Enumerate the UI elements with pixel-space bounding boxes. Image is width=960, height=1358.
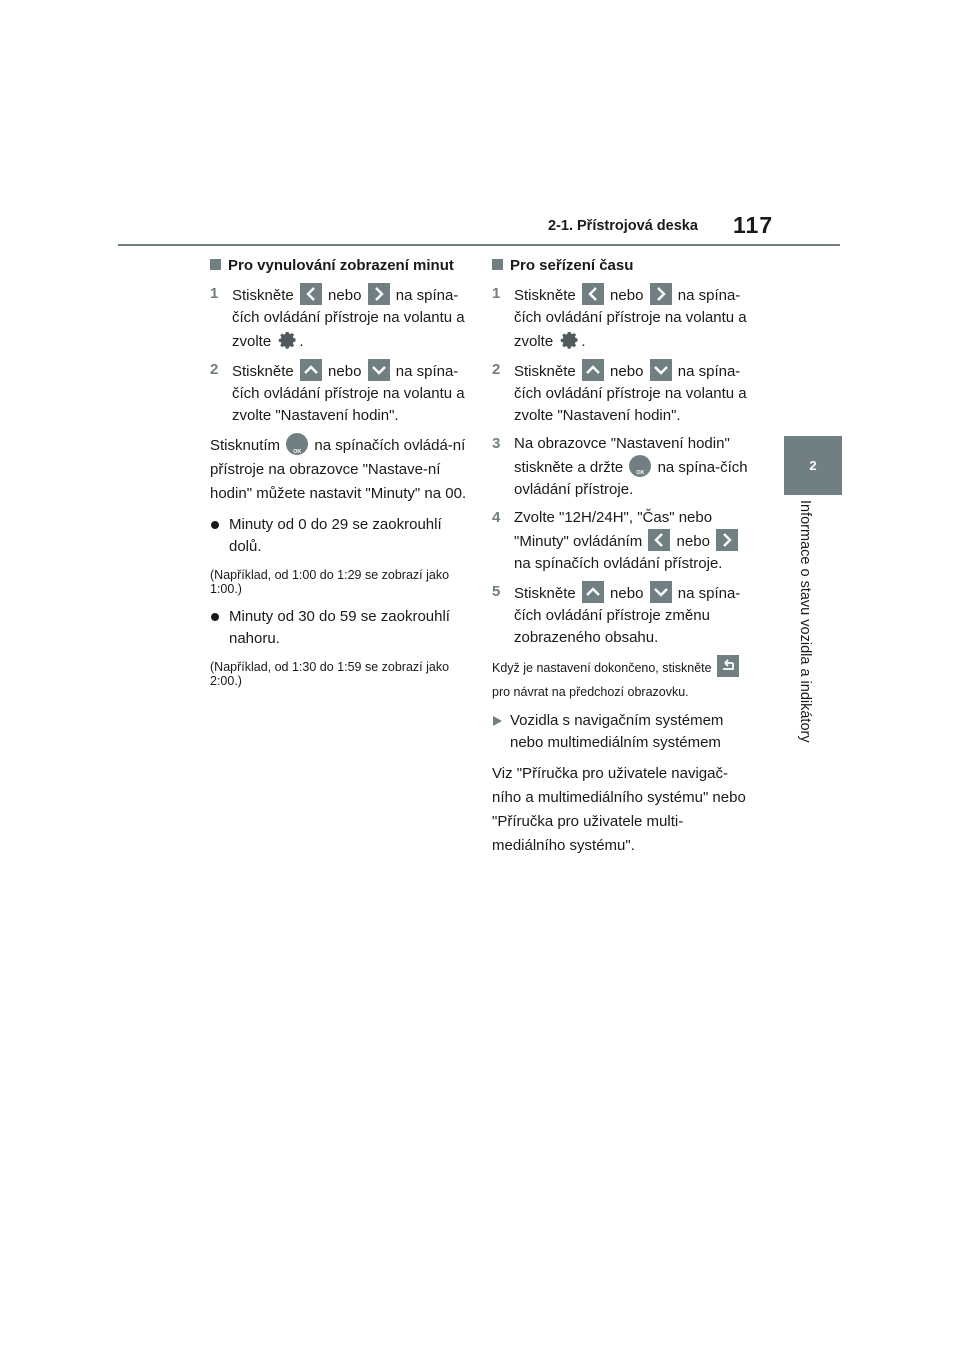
ok-button-icon: OK	[286, 433, 308, 455]
ok-button-icon: OK	[629, 455, 651, 477]
chevron-right-icon	[368, 283, 390, 305]
chapter-tab	[784, 436, 842, 495]
chevron-down-icon	[368, 359, 390, 381]
chevron-right-icon	[650, 283, 672, 305]
step-2: 2 Stiskněte nebo na spína-čích ovládání přístroje na volantu a zvolte "Nastavení hodin".	[492, 361, 747, 424]
back-arrow-icon	[717, 655, 739, 677]
note-back: Když je nastavení dokončeno, stiskněte pro návrat na předchozí obrazovku.	[492, 655, 754, 704]
vehicles-with-navigation: Vozidla s navigačním systémem nebo multimediálním systémem	[492, 710, 754, 754]
note-round-down: (Například, od 1:00 do 1:29 se zobrazí jako 1:00.)	[210, 568, 450, 596]
step-4: 4 Zvolte "12H/24H", "Čas" nebo "Minuty" ovládáním nebo na spínačích ovládání přístroje.	[492, 507, 754, 575]
page-header	[0, 0, 960, 250]
bullet-round-down: Minuty od 0 do 29 se zaokrouhlí dolů.	[210, 514, 468, 558]
bullet-dot-icon	[211, 613, 219, 621]
step-1: 1 Stiskněte nebo na spína-čích ovládání přístroje na volantu a zvolte .	[210, 285, 465, 350]
paragraph-reference: Viz "Příručka pro uživatele navigač-ního a multimediálního systému" nebo "Příručka pro uživatele multi-mediálního systému".	[492, 765, 746, 854]
chevron-left-icon	[648, 529, 670, 551]
chevron-down-icon	[650, 359, 672, 381]
chevron-up-icon	[582, 359, 604, 381]
chapter-number: 2	[809, 458, 817, 473]
right-column	[492, 252, 754, 864]
note-round-up: (Například, od 1:30 do 1:59 se zobrazí jako 2:00.)	[210, 660, 450, 688]
chevron-left-icon	[300, 283, 322, 305]
paragraph-ok: Stisknutím OK na spínačích ovládá-ní přístroje na obrazovce "Nastave-ní hodin" můžete nastavit "Minuty" na 00.	[210, 433, 468, 506]
chevron-up-icon	[300, 359, 322, 381]
heading-set-time: Pro seřízení času	[492, 255, 754, 277]
header-rule	[118, 244, 840, 246]
square-bullet-icon	[210, 259, 221, 270]
bullet-dot-icon	[211, 521, 219, 529]
gear-icon	[276, 329, 298, 351]
chapter-title: Informace o stavu vozidla a indikátory	[797, 500, 813, 743]
chevron-up-icon	[582, 581, 604, 603]
square-bullet-icon	[492, 259, 503, 270]
page-number: 117	[733, 212, 774, 238]
chevron-right-icon	[716, 529, 738, 551]
section-title: 2-1. Přístrojová deska	[548, 218, 698, 234]
chapter-caption	[797, 500, 823, 770]
chevron-down-icon	[650, 581, 672, 603]
gear-icon	[558, 329, 580, 351]
bullet-round-up: Minuty od 30 do 59 se zaokrouhlí nahoru.	[210, 606, 468, 650]
step-5: 5 Stiskněte nebo na spína-čích ovládání přístroje změnu zobrazeného obsahu.	[492, 583, 741, 646]
left-column	[210, 252, 468, 698]
step-1: 1 Stiskněte nebo na spína-čích ovládání přístroje na volantu a zvolte .	[492, 285, 747, 350]
step-3: 3 Na obrazovce "Nastavení hodin" stiskněte a držte OK na spína-čích ovládání přístroje.	[492, 435, 748, 498]
triangle-bullet-icon	[493, 716, 502, 726]
chevron-left-icon	[582, 283, 604, 305]
step-2: 2 Stiskněte nebo na spína-čích ovládání přístroje na volantu a zvolte "Nastavení hodin".	[210, 361, 465, 424]
heading-reset-minutes: Pro vynulování zobrazení minut	[210, 255, 468, 277]
